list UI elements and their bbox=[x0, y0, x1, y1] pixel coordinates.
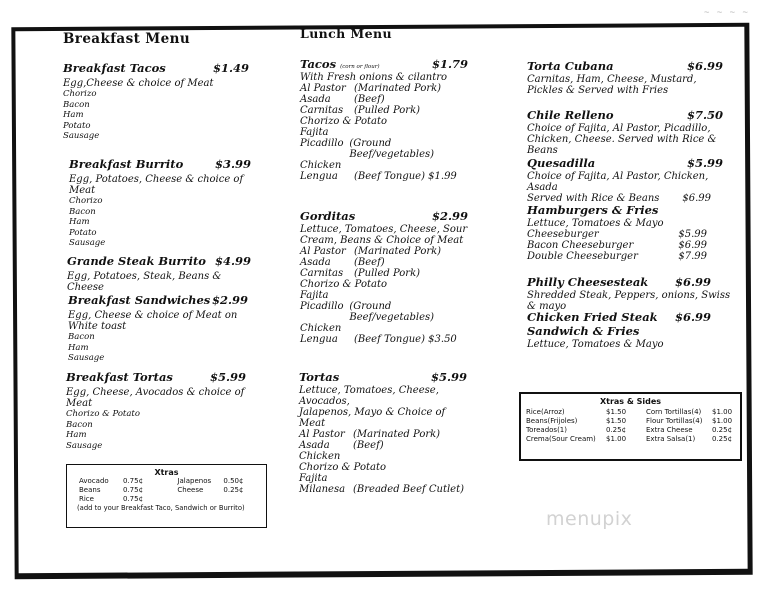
meat-desc: (Beef) bbox=[354, 257, 385, 268]
breakfast-sandwiches-title: Breakfast Sandwiches bbox=[68, 293, 211, 307]
meat-option: Bacon bbox=[63, 99, 90, 110]
side-price: $1.50 bbox=[606, 417, 627, 425]
chicken-fried-title: Chicken Fried Steak bbox=[527, 310, 658, 324]
torta-cubana-price: $6.99 bbox=[686, 59, 723, 73]
quesadilla-section bbox=[527, 156, 723, 204]
meat-row bbox=[300, 301, 468, 323]
meat-row bbox=[300, 171, 468, 182]
meat-option: Chorizo & Potato bbox=[66, 409, 140, 419]
meat-desc: (Pulled Pork) bbox=[354, 268, 421, 279]
meat-desc: (Beef Tongue) $3.50 bbox=[354, 334, 457, 345]
meat-row bbox=[300, 279, 468, 290]
xtra-price: 0.25¢ bbox=[223, 486, 244, 494]
meat-row bbox=[299, 440, 467, 451]
xtra-price: 0.75¢ bbox=[123, 477, 144, 485]
lunch-heading: Lunch Menu bbox=[300, 26, 392, 41]
torta-cubana-desc: Pickles & Served with Fries bbox=[527, 85, 669, 96]
side-row bbox=[526, 435, 736, 444]
lunch-tacos-title: Tacos bbox=[300, 57, 337, 71]
meat-option: Chorizo bbox=[69, 196, 103, 206]
meat-row bbox=[300, 290, 468, 301]
meat-name: Al Pastor bbox=[300, 246, 346, 257]
side-price: $1.00 bbox=[712, 408, 733, 416]
xtras-sides-box bbox=[519, 392, 742, 461]
breakfast-xtras-heading: Xtras bbox=[154, 468, 179, 477]
side-price: 0.25¢ bbox=[712, 435, 733, 443]
meat-option: Sausage bbox=[63, 131, 100, 141]
lunch-tacos-price: $1.79 bbox=[431, 57, 468, 71]
menupix-watermark: menupix bbox=[546, 508, 633, 530]
side-name: Extra Cheese bbox=[646, 426, 693, 434]
meat-name: Chicken bbox=[299, 451, 341, 462]
meat-option: Potato bbox=[63, 120, 91, 131]
meat-name: Picadillo bbox=[300, 301, 344, 312]
burger-row bbox=[527, 240, 707, 251]
side-price: $1.00 bbox=[606, 435, 627, 443]
quesadilla-desc: Choice of Fajita, Al Pastor, Chicken, Asada bbox=[527, 171, 709, 193]
philly-title: Philly Cheesesteak bbox=[527, 275, 649, 289]
meat-row bbox=[299, 473, 467, 484]
quesadilla-served: Served with Rice & Beans bbox=[527, 193, 660, 204]
meat-name: Carnitas bbox=[300, 105, 344, 116]
meat-name: Fajita bbox=[300, 127, 329, 138]
side-price: 0.25¢ bbox=[606, 426, 627, 434]
meat-row bbox=[300, 116, 468, 127]
lunch-tacos-section bbox=[300, 57, 468, 182]
meat-name: Al Pastor bbox=[299, 429, 345, 440]
side-name: Extra Salsa(1) bbox=[646, 435, 696, 443]
meat-row bbox=[300, 323, 468, 334]
lunch-tortas-intro: Jalapenos, Mayo & Choice of Meat bbox=[299, 407, 446, 429]
breakfast-heading: Breakfast Menu bbox=[63, 31, 191, 47]
meat-option: Ham bbox=[63, 110, 84, 120]
meat-option: Ham bbox=[69, 217, 90, 227]
xtra-name: Beans bbox=[79, 486, 101, 494]
meat-name: Asada bbox=[300, 257, 331, 268]
lunch-tacos-note: (corn or flour) bbox=[340, 64, 380, 70]
meat-row bbox=[300, 94, 468, 105]
chicken-fried-section bbox=[527, 310, 723, 350]
philly-price: $6.99 bbox=[674, 275, 711, 289]
meat-name: Chorizo & Potato bbox=[300, 279, 388, 290]
breakfast-sandwiches-price: $2.99 bbox=[211, 293, 248, 307]
lunch-tortas-section bbox=[299, 370, 467, 495]
meat-row bbox=[299, 429, 467, 440]
torta-cubana-desc: Carnitas, Ham, Cheese, Mustard, bbox=[527, 74, 697, 85]
meat-name: Asada bbox=[299, 440, 330, 451]
meat-name: Chicken bbox=[300, 160, 342, 171]
xtra-name: Avocado bbox=[79, 477, 109, 485]
meat-row bbox=[300, 334, 468, 345]
breakfast-tacos-title: Breakfast Tacos bbox=[63, 61, 166, 75]
gorditas-title: Gorditas bbox=[300, 209, 356, 223]
chile-relleno-desc: Chicken, Cheese. Served with Rice & Beans bbox=[527, 134, 717, 156]
meat-desc: (Beef) bbox=[353, 440, 384, 451]
burger-name: Cheeseburger bbox=[527, 229, 599, 240]
chicken-fried-desc: Lettuce, Tomatoes & Mayo bbox=[527, 339, 664, 350]
meat-desc: (Breaded Beef Cutlet) bbox=[353, 484, 465, 495]
meat-option: Sausage bbox=[69, 238, 106, 248]
meat-option: Bacon bbox=[66, 419, 93, 430]
meat-name: Fajita bbox=[300, 290, 329, 301]
breakfast-tacos-section bbox=[63, 61, 249, 142]
chicken-fried-title2: Sandwich & Fries bbox=[527, 324, 640, 338]
meat-row bbox=[299, 462, 467, 473]
lunch-tacos-intro: With Fresh onions & cilantro bbox=[300, 72, 448, 83]
side-name: Beans(Frijoles) bbox=[526, 417, 578, 425]
philly-section bbox=[527, 275, 737, 312]
lunch-heading-wrap bbox=[300, 26, 392, 41]
xtra-name: Jalapenos bbox=[177, 477, 212, 485]
side-row bbox=[526, 408, 736, 417]
meat-row bbox=[300, 83, 468, 94]
gorditas-section bbox=[300, 209, 468, 345]
side-name: Corn Tortillas(4) bbox=[646, 408, 702, 416]
quesadilla-served-price: $6.99 bbox=[682, 193, 711, 204]
meat-row bbox=[300, 246, 468, 257]
breakfast-burrito-section bbox=[69, 157, 251, 249]
breakfast-sandwiches-section bbox=[68, 293, 268, 364]
breakfast-tortas-title: Breakfast Tortas bbox=[66, 370, 173, 384]
breakfast-tortas-desc: Egg, Cheese, Avocados & choice of Meat bbox=[66, 387, 245, 409]
meat-name: Carnitas bbox=[300, 268, 344, 279]
xtra-price: 0.75¢ bbox=[123, 495, 144, 503]
meat-name: Asada bbox=[300, 94, 331, 105]
hamburgers-intro: Lettuce, Tomatoes & Mayo bbox=[527, 218, 664, 229]
philly-desc: Shredded Steak, Peppers, onions, Swiss & mayo bbox=[527, 290, 731, 312]
breakfast-burrito-price: $3.99 bbox=[214, 157, 251, 171]
side-name: Toreados(1) bbox=[526, 426, 567, 434]
meat-row bbox=[300, 138, 468, 160]
breakfast-xtras-box bbox=[66, 464, 267, 528]
meat-row bbox=[300, 105, 468, 116]
meat-name: Chicken bbox=[300, 323, 342, 334]
meat-desc: (Marinated Pork) bbox=[353, 429, 441, 440]
meat-option: Sausage bbox=[68, 353, 105, 363]
lunch-tortas-price: $5.99 bbox=[430, 370, 467, 384]
meat-name: Lengua bbox=[300, 171, 338, 182]
meat-name: Chorizo & Potato bbox=[300, 116, 388, 127]
meat-row bbox=[299, 484, 467, 495]
burger-price: $5.99 bbox=[678, 229, 707, 240]
steak-burrito-desc: Egg, Potatoes, Steak, Beans & Cheese bbox=[67, 271, 222, 293]
breakfast-tortas-section bbox=[66, 370, 246, 451]
breakfast-sandwiches-desc: Egg, Cheese & choice of Meat on White toast bbox=[68, 310, 238, 332]
meat-name: Picadillo bbox=[300, 138, 344, 149]
meat-row bbox=[299, 451, 467, 462]
meat-desc: (Beef) bbox=[354, 94, 385, 105]
breakfast-column bbox=[63, 31, 278, 47]
meat-option: Sausage bbox=[66, 440, 103, 451]
side-price: $1.00 bbox=[712, 417, 733, 425]
burger-price: $6.99 bbox=[678, 240, 707, 251]
chile-relleno-title: Chile Relleno bbox=[527, 108, 614, 122]
lunch-tortas-title: Tortas bbox=[299, 370, 340, 384]
burger-price: $7.99 bbox=[678, 251, 707, 262]
torta-cubana-section bbox=[527, 59, 723, 96]
chicken-fried-price: $6.99 bbox=[674, 310, 711, 324]
side-row bbox=[526, 426, 736, 435]
meat-desc: (Marinated Pork) bbox=[354, 246, 442, 257]
burger-name: Double Cheeseburger bbox=[527, 251, 638, 262]
chile-relleno-section bbox=[527, 108, 723, 156]
quesadilla-price: $5.99 bbox=[686, 156, 723, 170]
burger-name: Bacon Cheeseburger bbox=[527, 240, 634, 251]
meat-option: Potato bbox=[69, 227, 97, 238]
lunch-tortas-intro: Lettuce, Tomatoes, Cheese, Avocados, bbox=[299, 385, 439, 407]
meat-row bbox=[300, 160, 468, 171]
side-price: $1.50 bbox=[606, 408, 627, 416]
quesadilla-title: Quesadilla bbox=[527, 156, 596, 170]
meat-name: Al Pastor bbox=[300, 83, 346, 94]
hamburgers-title: Hamburgers & Fries bbox=[527, 203, 659, 217]
side-name: Rice(Arroz) bbox=[526, 408, 565, 416]
meat-row bbox=[300, 257, 468, 268]
breakfast-tacos-price: $1.49 bbox=[212, 61, 249, 75]
hamburgers-section bbox=[527, 203, 717, 262]
side-price: 0.25¢ bbox=[712, 426, 733, 434]
burger-row bbox=[527, 251, 707, 262]
meat-desc: (Pulled Pork) bbox=[354, 105, 421, 116]
chile-relleno-price: $7.50 bbox=[686, 108, 723, 122]
xtra-price: 0.50¢ bbox=[223, 477, 244, 485]
breakfast-tortas-price: $5.99 bbox=[209, 370, 246, 384]
meat-option: Ham bbox=[66, 430, 87, 440]
gorditas-intro: Cream, Beans & Choice of Meat bbox=[300, 235, 464, 246]
meat-name: Lengua bbox=[300, 334, 338, 345]
corner-scribble: ~ ~ ~ ~ bbox=[704, 8, 749, 18]
gorditas-price: $2.99 bbox=[431, 209, 468, 223]
meat-desc: (Marinated Pork) bbox=[354, 83, 442, 94]
chile-relleno-desc: Choice of Fajita, Al Pastor, Picadillo, bbox=[527, 123, 711, 134]
breakfast-burrito-title: Breakfast Burrito bbox=[69, 157, 184, 171]
meat-desc: (Ground Beef/vegetables) bbox=[349, 138, 435, 160]
steak-burrito-price: $4.99 bbox=[214, 254, 251, 268]
xtra-name: Cheese bbox=[177, 486, 204, 494]
burger-row bbox=[527, 229, 707, 240]
meat-row bbox=[300, 127, 468, 138]
breakfast-burrito-desc: Egg, Potatoes, Cheese & choice of Meat bbox=[69, 174, 244, 196]
side-name: Flour Tortillas(4) bbox=[646, 417, 703, 425]
meat-option: Ham bbox=[68, 342, 89, 353]
steak-burrito-title: Grande Steak Burrito bbox=[67, 254, 206, 268]
breakfast-tacos-desc: Egg,Cheese & choice of Meat bbox=[63, 78, 214, 89]
side-row bbox=[526, 417, 736, 426]
meat-name: Milanesa bbox=[299, 484, 346, 495]
xtra-price: 0.75¢ bbox=[123, 486, 144, 494]
xtras-note: (add to your Breakfast Taco, Sandwich or Burrito) bbox=[77, 504, 245, 512]
xtras-sides-heading: Xtras & Sides bbox=[599, 397, 662, 406]
meat-option: Bacon bbox=[69, 206, 96, 217]
gorditas-intro: Lettuce, Tomatoes, Cheese, Sour bbox=[300, 224, 468, 235]
meat-row bbox=[300, 268, 468, 279]
steak-burrito-section bbox=[67, 254, 251, 293]
meat-option: Chorizo bbox=[63, 89, 97, 99]
meat-name: Chorizo & Potato bbox=[299, 462, 387, 473]
meat-desc: (Beef Tongue) $1.99 bbox=[354, 171, 457, 182]
torta-cubana-title: Torta Cubana bbox=[527, 59, 614, 73]
xtra-name: Rice bbox=[79, 495, 94, 503]
meat-option: Bacon bbox=[68, 332, 95, 342]
meat-name: Fajita bbox=[299, 473, 328, 484]
meat-desc: (Ground Beef/vegetables) bbox=[349, 301, 435, 323]
side-name: Crema(Sour Cream) bbox=[526, 435, 596, 443]
